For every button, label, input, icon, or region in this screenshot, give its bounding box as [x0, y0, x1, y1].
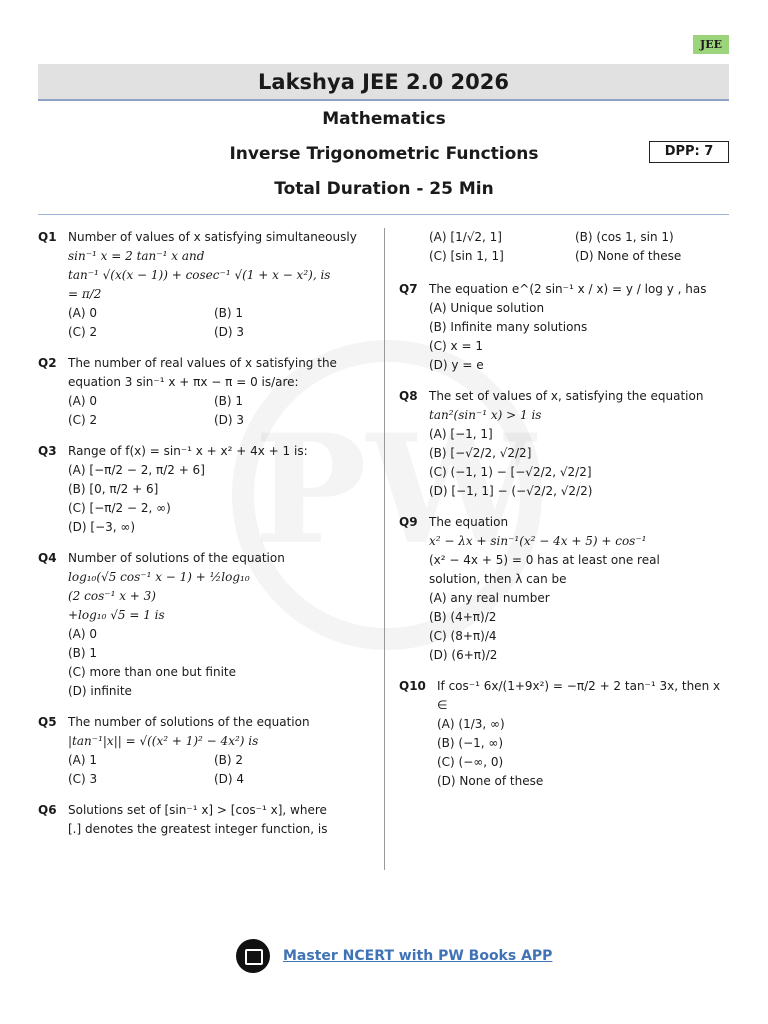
option-d[interactable]: (D) infinite: [68, 684, 132, 698]
question-text: The equation: [429, 515, 509, 529]
option-c[interactable]: (C) (−1, 1) − [−√2/2, √2/2]: [429, 465, 592, 479]
question-q6: [38, 801, 368, 839]
option-c[interactable]: (C) x = 1: [429, 339, 483, 353]
option-d[interactable]: (D) y = e: [429, 358, 484, 372]
question-equation: log₁₀(√5 cos⁻¹ x − 1) + ½log₁₀: [68, 570, 250, 584]
question-number: Q4: [38, 551, 57, 565]
option-b[interactable]: (B) 2: [214, 753, 244, 767]
option-c[interactable]: (C) 2: [68, 325, 98, 339]
question-text: If cos⁻¹ 6x/(1+9x²) = −π/2 + 2 tan⁻¹ 3x, then x ∈: [437, 679, 721, 712]
option-a[interactable]: (A) 0: [68, 394, 98, 408]
option-a[interactable]: (A) [−1, 1]: [429, 427, 493, 441]
duration-heading: Total Duration - 25 Min: [274, 179, 494, 199]
option-b[interactable]: (B) (cos 1, sin 1): [575, 230, 674, 244]
question-text: Range of f(x) = sin⁻¹ x + x² + 4x + 1 is:: [68, 444, 308, 458]
pw-books-app-link[interactable]: Master NCERT with PW Books APP: [283, 948, 553, 964]
option-d[interactable]: (D) (6+π)/2: [429, 648, 498, 662]
option-c[interactable]: (C) 3: [68, 772, 98, 786]
option-d[interactable]: (D) [−3, ∞): [68, 520, 136, 534]
option-b[interactable]: (B) 1: [214, 394, 244, 408]
question-q9: [399, 513, 729, 665]
question-text: Number of solutions of the equation: [68, 551, 285, 565]
option-d[interactable]: (D) None of these: [437, 774, 544, 788]
question-number: Q9: [399, 515, 418, 529]
question-text: The equation e^(2 sin⁻¹ x / x) = y / log y , has: [429, 282, 707, 296]
question-equation: sin⁻¹ x = 2 tan⁻¹ x and: [68, 249, 205, 263]
dpp-badge: DPP: 7: [649, 141, 729, 163]
option-a[interactable]: (A) 0: [68, 306, 98, 320]
question-text: The set of values of x, satisfying the equation: [429, 389, 704, 403]
option-c[interactable]: (C) more than one but finite: [68, 665, 237, 679]
question-q6-options: [399, 228, 729, 266]
option-c[interactable]: (C) [−π/2 − 2, ∞): [68, 501, 171, 515]
option-d[interactable]: (D) [−1, 1] − (−√2/2, √2/2): [429, 484, 593, 498]
question-text: The number of solutions of the equation: [68, 715, 310, 729]
question-q3: [38, 442, 368, 537]
question-number: Q5: [38, 715, 57, 729]
left-column: [38, 228, 368, 851]
question-text: solution, then λ can be: [429, 572, 567, 586]
topic-heading: Inverse Trigonometric Functions: [229, 144, 539, 164]
question-number: Q10: [399, 679, 426, 693]
question-text: The number of real values of x satisfying the: [68, 356, 337, 370]
question-q5: [38, 713, 368, 789]
question-q4: [38, 549, 368, 701]
option-d[interactable]: (D) 3: [214, 325, 245, 339]
option-a[interactable]: (A) any real number: [429, 591, 550, 605]
option-b[interactable]: (B) 1: [68, 646, 98, 660]
question-number: Q3: [38, 444, 57, 458]
question-number: Q2: [38, 356, 57, 370]
question-text: Solutions set of [sin⁻¹ x] > [cos⁻¹ x], where: [68, 803, 327, 817]
option-c[interactable]: (C) 2: [68, 413, 98, 427]
question-equation: (2 cos⁻¹ x + 3): [68, 589, 156, 603]
book-icon: [236, 939, 270, 973]
question-text: (x² − 4x + 5) = 0 has at least one real: [429, 553, 660, 567]
column-divider: [384, 228, 385, 870]
option-b[interactable]: (B) Infinite many solutions: [429, 320, 588, 334]
question-equation: tan⁻¹ √(x(x − 1)) + cosec⁻¹ √(1 + x − x²), is: [68, 268, 331, 282]
option-d[interactable]: (D) 4: [214, 772, 245, 786]
question-number: Q7: [399, 282, 418, 296]
question-text: Number of values of x satisfying simultaneously: [68, 230, 357, 244]
page-title: Lakshya JEE 2.0 2026: [38, 64, 729, 101]
right-column: [399, 228, 729, 803]
question-number: Q6: [38, 803, 57, 817]
option-d[interactable]: (D) None of these: [575, 249, 682, 263]
option-a[interactable]: (A) [1/√2, 1]: [429, 230, 502, 244]
question-q1: [38, 228, 368, 342]
option-b[interactable]: (B) 1: [214, 306, 244, 320]
question-equation: |tan⁻¹|x|| = √((x² + 1)² − 4x²) is: [68, 734, 259, 748]
question-q8: [399, 387, 729, 501]
footer: [236, 939, 552, 973]
question-text: equation 3 sin⁻¹ x + πx − π = 0 is/are:: [68, 375, 299, 389]
header-divider: [38, 214, 729, 215]
question-q2: [38, 354, 368, 430]
option-c[interactable]: (C) [sin 1, 1]: [429, 249, 504, 263]
exam-tag: JEE: [693, 35, 729, 54]
option-a[interactable]: (A) (1/3, ∞): [437, 717, 505, 731]
question-equation: tan²(sin⁻¹ x) > 1 is: [429, 408, 542, 422]
option-b[interactable]: (B) [−√2/2, √2/2]: [429, 446, 532, 460]
question-number: Q1: [38, 230, 57, 244]
option-c[interactable]: (C) (−∞, 0): [437, 755, 504, 769]
question-equation: = π/2: [68, 287, 102, 301]
option-a[interactable]: (A) Unique solution: [429, 301, 545, 315]
question-q10: [399, 677, 729, 791]
question-text: [.] denotes the greatest integer function, is: [68, 822, 328, 836]
option-a[interactable]: (A) 1: [68, 753, 98, 767]
question-equation: x² − λx + sin⁻¹(x² − 4x + 5) + cos⁻¹: [429, 534, 647, 548]
option-c[interactable]: (C) (8+π)/4: [429, 629, 497, 643]
option-a[interactable]: (A) [−π/2 − 2, π/2 + 6]: [68, 463, 205, 477]
option-b[interactable]: (B) (−1, ∞): [437, 736, 504, 750]
option-b[interactable]: (B) [0, π/2 + 6]: [68, 482, 159, 496]
option-d[interactable]: (D) 3: [214, 413, 245, 427]
question-equation: +log₁₀ √5 = 1 is: [68, 608, 165, 622]
option-a[interactable]: (A) 0: [68, 627, 98, 641]
question-number: Q8: [399, 389, 418, 403]
subject-heading: Mathematics: [322, 109, 446, 129]
option-b[interactable]: (B) (4+π)/2: [429, 610, 497, 624]
question-q7: [399, 280, 729, 375]
